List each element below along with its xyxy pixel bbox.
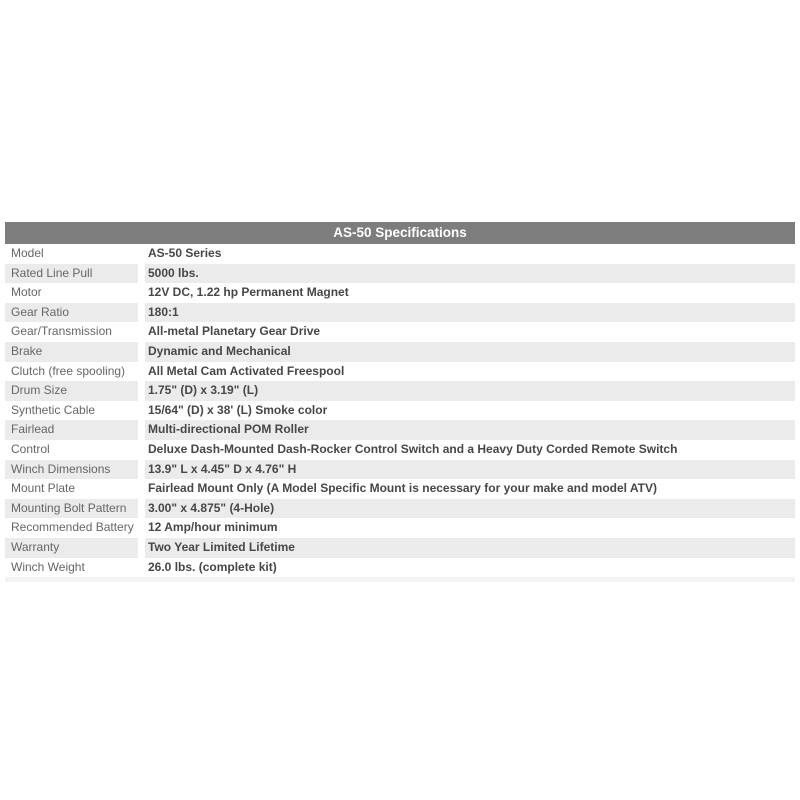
spec-label: Warranty [5, 538, 145, 558]
table-row [5, 264, 795, 284]
spec-value: 3.00" x 4.875" (4-Hole) [148, 500, 275, 515]
table-row [5, 518, 795, 538]
table-row [5, 362, 795, 382]
spec-label: Model [5, 244, 145, 264]
spec-label: Fairlead [5, 420, 145, 440]
spec-label: Gear/Transmission [5, 322, 145, 342]
spec-value: Two Year Limited Lifetime [148, 539, 295, 554]
table-row [5, 244, 795, 264]
table-footer-strip [5, 577, 795, 582]
table-row [5, 303, 795, 323]
spec-value: All Metal Cam Activated Freespool [148, 363, 345, 378]
spec-label: Rated Line Pull [5, 264, 145, 284]
spec-label: Motor [5, 283, 145, 303]
table-row [5, 499, 795, 519]
table-row [5, 420, 795, 440]
table-row [5, 440, 795, 460]
table-row [5, 558, 795, 578]
spec-label: Winch Dimensions [5, 460, 145, 480]
spec-label: Recommended Battery [5, 518, 145, 538]
table-title: AS-50 Specifications [5, 222, 795, 244]
spec-value: 26.0 lbs. (complete kit) [148, 559, 277, 574]
spec-label: Synthetic Cable [5, 401, 145, 421]
specifications-table [5, 222, 795, 582]
spec-value: 1.75" (D) x 3.19" (L) [148, 383, 259, 398]
spec-value: 13.9" L x 4.45" D x 4.76" H [148, 461, 297, 476]
spec-value: Fairlead Mount Only (A Model Specific Mount is necessary for your make and model ATV) [148, 481, 657, 496]
table-row [5, 460, 795, 480]
table-row [5, 381, 795, 401]
spec-label: Brake [5, 342, 145, 362]
table-row [5, 401, 795, 421]
spec-label: Winch Weight [5, 558, 145, 578]
table-row [5, 342, 795, 362]
spec-label: Clutch (free spooling) [5, 362, 145, 382]
spec-value: All-metal Planetary Gear Drive [148, 324, 321, 339]
spec-value: 12 Amp/hour minimum [148, 520, 278, 535]
spec-value: Dynamic and Mechanical [148, 343, 291, 358]
spec-label: Control [5, 440, 145, 460]
spec-value: 5000 lbs. [148, 265, 199, 280]
spec-label: Mount Plate [5, 479, 145, 499]
spec-value: AS-50 Series [148, 246, 222, 260]
spec-value: 12V DC, 1.22 hp Permanent Magnet [148, 285, 349, 300]
table-row [5, 479, 795, 499]
spec-value: 180:1 [148, 304, 179, 319]
table-row [5, 538, 795, 558]
spec-value: Deluxe Dash-Mounted Dash-Rocker Control Switch and a Heavy Duty Corded Remote Switch [148, 441, 678, 456]
spec-label: Gear Ratio [5, 303, 145, 323]
table-row [5, 283, 795, 303]
spec-value: 15/64" (D) x 38' (L) Smoke color [148, 402, 328, 417]
spec-label: Drum Size [5, 381, 145, 401]
table-row [5, 322, 795, 342]
spec-label: Mounting Bolt Pattern [5, 499, 145, 519]
table-body [5, 244, 795, 577]
spec-value: Multi-directional POM Roller [148, 422, 309, 437]
